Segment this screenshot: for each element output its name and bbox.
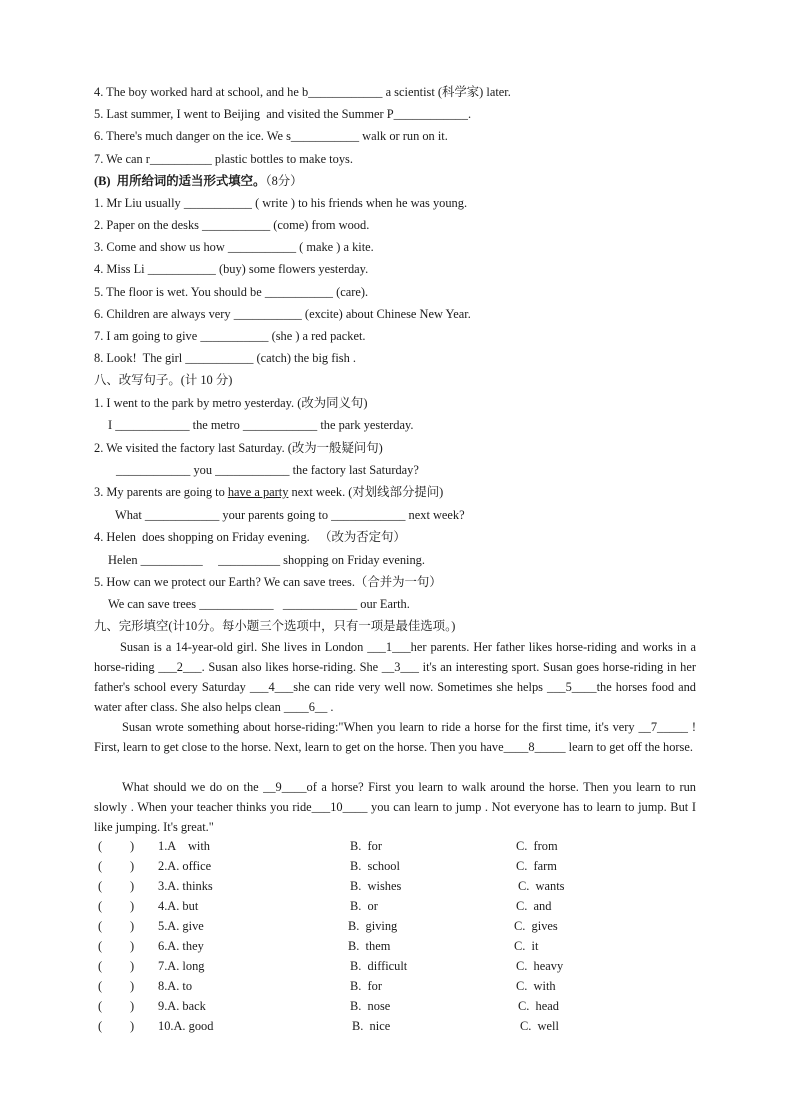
option-b: B. or — [350, 899, 378, 913]
section-b-item-1: 1. Mr Liu usually ___________ ( write ) to his friends when he was young. — [94, 196, 468, 210]
option-b: B. nose — [350, 999, 391, 1013]
option-a: 10.A. good — [158, 1019, 214, 1033]
section-8-q3 — [94, 484, 443, 500]
section-9-heading: 九、完形填空(计10分。每小题三个选项中，只有一项是最佳选项。) — [94, 619, 456, 633]
answer-paren[interactable]: ( ) — [98, 979, 135, 993]
option-b: B. for — [350, 839, 383, 853]
option-a: 8.A. to — [158, 979, 193, 993]
section-b-item-7: 7. I am going to give ___________ (she ) a red packet. — [94, 329, 366, 343]
section-b-item-5: 5. The floor is wet. You should be ___________ (care). — [94, 285, 369, 299]
section-8-q1: 1. I went to the park by metro yesterday. (改为同义句) — [94, 396, 368, 410]
option-a: 9.A. back — [158, 999, 206, 1013]
section-8-q1-answer: I ____________ the metro ____________ the park yesterday. — [108, 418, 414, 432]
cloze-paragraph-3: What should we do on the __9____of a horse? First you learn to walk around the horse. Then you learn to run slowly . When your teacher thinks you ride___10____ you can learn to jump . Not everyone has to learn to jump. But I like jumping. It's great." — [94, 780, 696, 834]
section-8-q5-answer: We can save trees ____________ ____________ our Earth. — [108, 597, 410, 611]
option-c: C. head — [518, 999, 559, 1013]
option-a: 5.A. give — [158, 919, 204, 933]
section-b-item-3: 3. Come and show us how ___________ ( make ) a kite. — [94, 240, 374, 254]
option-a: 4.A. but — [158, 899, 199, 913]
option-b: B. for — [350, 979, 383, 993]
answer-paren[interactable]: ( ) — [98, 859, 135, 873]
section-b-item-8: 8. Look! The girl ___________ (catch) the big fish . — [94, 351, 356, 365]
section-8-q3-underlined: have a party — [227, 485, 289, 499]
answer-paren[interactable]: ( ) — [98, 919, 135, 933]
option-b: B. school — [350, 859, 400, 873]
answer-paren[interactable]: ( ) — [98, 879, 135, 893]
option-a: 6.A. they — [158, 939, 204, 953]
section-8-q4-answer: Helen __________ __________ shopping on Friday evening. — [108, 553, 425, 567]
answer-paren[interactable]: ( ) — [98, 839, 135, 853]
section-8-q4: 4. Helen does shopping on Friday evening. （改为否定句） — [94, 530, 406, 544]
section-b-item-2: 2. Paper on the desks ___________ (come) from wood. — [94, 218, 370, 232]
option-b: B. them — [348, 939, 391, 953]
option-b: B. giving — [348, 919, 398, 933]
section-b-item-6: 6. Children are always very ___________ (excite) about Chinese New Year. — [94, 307, 471, 321]
section-8-q2: 2. We visited the factory last Saturday. (改为一般疑问句) — [94, 441, 383, 455]
section-a-item-5: 5. Last summer, I went to Beijing and visited the Summer P____________. — [94, 107, 472, 121]
section-a-item-7: 7. We can r__________ plastic bottles to make toys. — [94, 152, 353, 166]
section-8-q3-answer: What ____________ your parents going to ____________ next week? — [115, 508, 465, 522]
cloze-paragraph-1: Susan is a 14-year-old girl. She lives in London ___1___her parents. Her father likes horse-riding and works in a horse-riding ___2___. Susan also likes horse-riding. She __3___ it's an interesting sport. Susan goes horse-riding in her father's school every Saturday ___4___she can ride very well now. Sometimes she helps ___5____the horses food and water after class. She also helps clean ____6__ . — [94, 640, 696, 714]
option-c: C. wants — [518, 879, 565, 893]
option-a: 1.A with — [158, 839, 210, 853]
option-c: C. and — [516, 899, 552, 913]
answer-paren[interactable]: ( ) — [98, 939, 135, 953]
section-b-score: （8分） — [265, 174, 303, 188]
option-c: C. with — [516, 979, 556, 993]
section-8-q2-answer: ____________ you ____________ the factory last Saturday? — [116, 463, 419, 477]
section-8-q3-pre: 3. My parents are going to — [94, 485, 228, 499]
section-8-q3-post: next week. (对划线部分提问) — [288, 485, 444, 499]
option-c: C. well — [520, 1019, 559, 1033]
section-b-item-4: 4. Miss Li ___________ (buy) some flowers yesterday. — [94, 262, 369, 276]
section-b-heading — [94, 173, 303, 189]
option-a: 2.A. office — [158, 859, 212, 873]
option-c: C. farm — [516, 859, 557, 873]
option-b: B. nice — [352, 1019, 391, 1033]
option-a: 7.A. long — [158, 959, 205, 973]
option-c: C. gives — [514, 919, 558, 933]
answer-paren[interactable]: ( ) — [98, 1019, 135, 1033]
answer-paren[interactable]: ( ) — [98, 999, 135, 1013]
cloze-paragraph-2: Susan wrote something about horse-riding:"When you learn to ride a horse for the first time, it's very __7_____ ! First, learn to get close to the horse. Next, learn to get on the horse. Then you have____8_____ learn to get off the horse. — [94, 720, 696, 754]
section-a-item-4: 4. The boy worked hard at school, and he b____________ a scientist (科学家) later. — [94, 85, 511, 99]
option-b: B. wishes — [350, 879, 402, 893]
section-8-heading: 八、改写句子。(计 10 分) — [94, 373, 233, 387]
option-c: C. it — [514, 939, 539, 953]
option-c: C. heavy — [516, 959, 564, 973]
answer-paren[interactable]: ( ) — [98, 899, 135, 913]
section-b-heading-text: (B) 用所给词的适当形式填空。 — [94, 174, 266, 188]
answer-paren[interactable]: ( ) — [98, 959, 135, 973]
section-8-q5: 5. How can we protect our Earth? We can save trees.（合并为一句） — [94, 575, 442, 589]
section-a-item-6: 6. There's much danger on the ice. We s___________ walk or run on it. — [94, 129, 448, 143]
option-b: B. difficult — [350, 959, 408, 973]
option-a: 3.A. thinks — [158, 879, 213, 893]
option-c: C. from — [516, 839, 558, 853]
